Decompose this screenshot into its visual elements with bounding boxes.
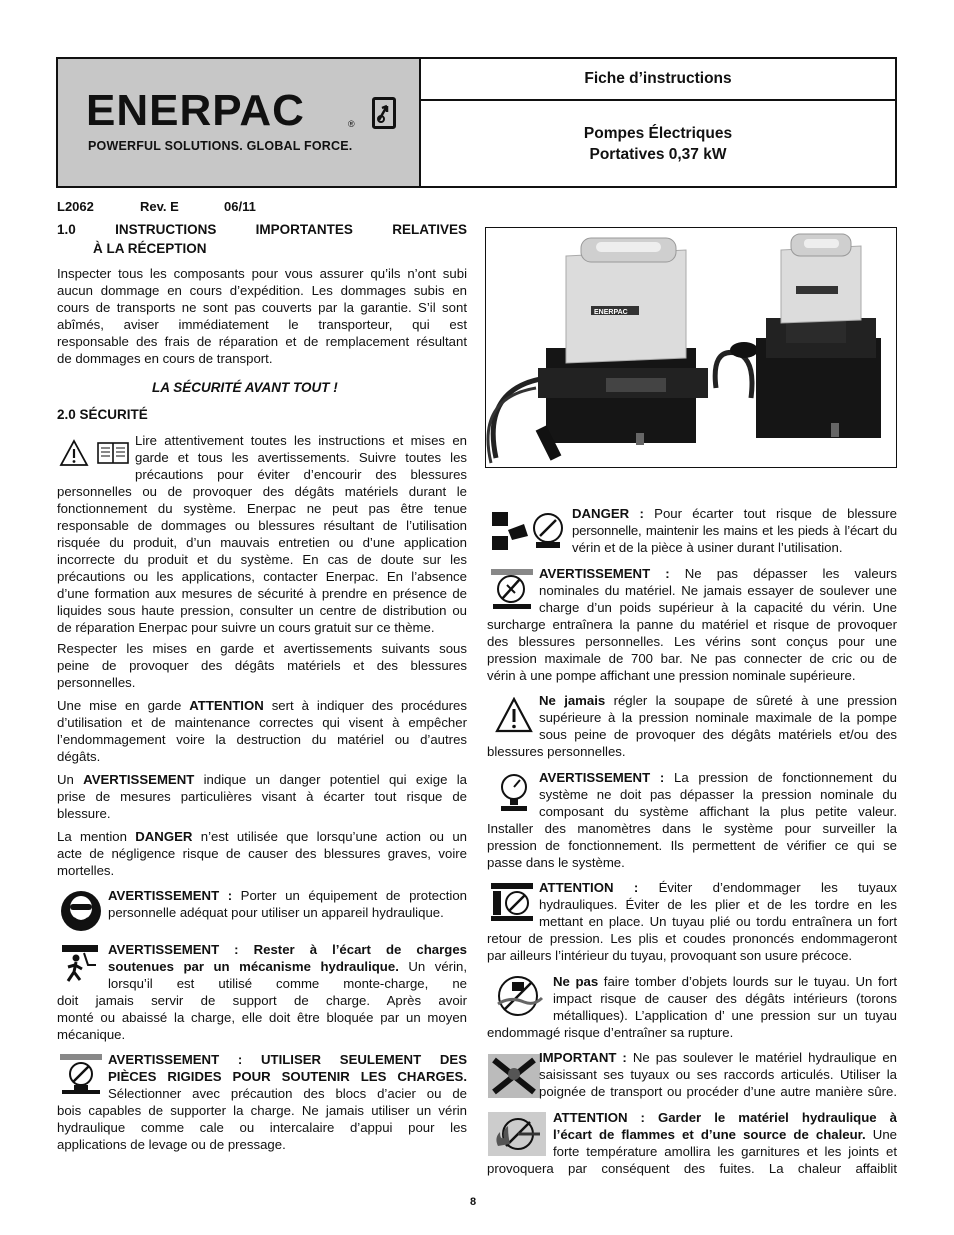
doc-revision: Rev. E <box>140 199 179 214</box>
text-line: blessures personnelles. <box>487 744 626 759</box>
text-line: forte température amollira les garnitures et les joints et <box>553 1144 897 1159</box>
text-line: l’endommagement voire la destruction du matériel ou d’autres <box>57 732 467 747</box>
text-line: système ne doit pas dépasser la pression nominale du <box>539 787 897 802</box>
product-title-line2: Portatives 0,37 kW <box>589 145 727 163</box>
rigid-warning <box>57 1051 467 1153</box>
capacity-warning <box>487 565 897 684</box>
text-line: doit jamais servir de support de charge. Après avoir <box>57 993 467 1008</box>
text-line: applications de levage ou de pressage. <box>57 1137 286 1152</box>
text-line: risquée du produit, d’un mauvais entretien ou d’une application <box>57 535 467 550</box>
text-line <box>57 771 467 788</box>
text-line: d’utilisation et de maintenance correctes qui visent à empêcher <box>57 715 467 730</box>
text-line: métalliques). L’application d’ une pression sur un tuyau <box>553 1008 897 1023</box>
text-line: Lire attentivement toutes les instructions et mises en <box>135 433 467 448</box>
text-line: prise de mesures particulières visant à écarter tout risque de <box>57 789 467 804</box>
text-line: bois capables de supporter la charge. Ne jamais utiliser un vérin <box>57 1103 467 1118</box>
section1-body <box>57 265 467 367</box>
text-line <box>539 692 897 709</box>
text-line: mortelles. <box>57 863 115 878</box>
warning-keyword: AVERTISSEMENT <box>83 772 195 787</box>
text-line: dégâts. <box>57 749 101 764</box>
text-line: surcharge entraînera la panne du matériel et risque de provoquer <box>487 617 897 632</box>
text-line: monté ou abaissé la charge, elle doit être bloquée par un moyen <box>57 1010 467 1025</box>
text-line: blessure. <box>57 806 111 821</box>
section1-title-line2: À LA RÉCEPTION <box>93 241 207 256</box>
text-line: hydrauliques. Éviter de les plier et de les tordre en les <box>539 897 897 912</box>
danger-keyword: DANGER <box>135 829 193 844</box>
text-span: Porter un équipement de protection <box>232 888 468 903</box>
text-line: abîmés, aviser immédiatement le transporteur, qui est <box>57 317 467 332</box>
doc-code: L2062 <box>57 199 94 214</box>
text-span: Éviter d’endommager les tuyaux <box>638 880 897 895</box>
loads-warning <box>57 941 467 1043</box>
text-line: personnelles ou de provoquer des dégâts matériels durant le <box>57 484 467 499</box>
text-line: composant du système affichant la plus petite valeur. <box>539 804 897 819</box>
drop-warning <box>487 973 897 1041</box>
bold-span: Ne pas <box>553 974 599 989</box>
text-line: des blessures personnelles. Les vérins sont conçus pour une <box>487 634 897 649</box>
section1-title-line1: 1.0 INSTRUCTIONS IMPORTANTES RELATIVES <box>57 222 467 237</box>
text-line: Installer des manomètres dans le système pour surveiller la <box>487 821 897 836</box>
no-lift-by-hose-icon <box>488 1054 540 1098</box>
text-span: indique un danger potentiel qui exige la <box>194 772 467 787</box>
text-line: AVERTISSEMENT : Rester à l’écart de charges <box>108 942 467 957</box>
text-line: impact risque de causer des dégâts intérieurs (torons <box>553 991 897 1006</box>
text-line: provoquera par conséquent des fuites. La chaleur affaiblit <box>487 1161 897 1176</box>
text-line: vérin à une pompe affichant une pression nominale supérieure. <box>487 668 856 683</box>
text-line <box>539 879 897 896</box>
page-number: 8 <box>470 1196 477 1208</box>
text-line: personnelle adéquat pour utiliser un appareil hydraulique. <box>108 905 444 920</box>
text-line: lorsqu’il est utilisé comme monte-charge, ne <box>108 976 467 991</box>
text-line: charge d’un poids supérieur à la capacité du vérin. Une <box>539 600 897 615</box>
warning-definition <box>57 771 467 822</box>
text-line: passe dans le système. <box>487 855 625 870</box>
text-line <box>108 887 467 904</box>
text-line: Respecter les mises en garde et avertissements suivants sous <box>57 641 467 656</box>
pumps-photo <box>485 227 897 468</box>
doc-date: 06/11 <box>224 199 256 214</box>
text-line: PIÈCES RIGIDES POUR SOUTENIR LES CHARGES. <box>108 1069 467 1084</box>
text-line: pression maximale de 700 bar. Ne pas connecter de cric ou de <box>487 651 897 666</box>
text-line: retour de pression. Les plis et coudes prononcés endommageront <box>487 931 897 946</box>
danger-definition <box>57 828 467 879</box>
text-line: sous peine de provoquer des dégâts matériels et/ou des <box>539 727 897 742</box>
hand-crush-danger-icon <box>490 510 566 552</box>
enerpac-emblem-icon <box>372 97 396 129</box>
text-span: Ne pas soulever le matériel hydraulique en <box>626 1050 897 1065</box>
text-line <box>57 828 467 845</box>
text-line: vérin et de la pièce à usiner durant l’utilisation. <box>572 540 843 555</box>
text-span: n’est utilisée que lorsqu’une action ou un <box>192 829 467 844</box>
section2-title: 2.0 SÉCURITÉ <box>57 407 148 422</box>
text-span: Une mise en garde <box>57 698 190 713</box>
text-line: responsable des frais de réparation et de remplacement résultant <box>57 334 467 349</box>
text-line: AVERTISSEMENT : UTILISER SEULEMENT DES <box>108 1052 467 1067</box>
text-line: acte de négligence risque de causer des blessures graves, voire <box>57 846 467 861</box>
safety-first-heading: LA SÉCURITÉ AVANT TOUT ! <box>152 380 338 395</box>
bold-span: l’écart de flammes et d’une source de chaleur. <box>553 1127 866 1142</box>
text-span: Un vérin, <box>398 959 467 974</box>
text-line: précautions ou les applications, contacter Enerpac. En l’absence <box>57 569 467 584</box>
text-line: incorrecte du produit et du système. En cas de doute sur les <box>57 552 467 567</box>
text-line: précautions pour éviter d’encourir des blessures <box>135 467 467 482</box>
logo-panel <box>58 59 421 186</box>
danger-label: DANGER : <box>572 506 644 521</box>
text-span: faire tomber d’objets lourds sur le tuyau. Un fort <box>598 974 898 989</box>
attention-definition <box>57 697 467 765</box>
text-line: responsable de dommages ou blessures résultant de l’utilisation <box>57 518 467 533</box>
text-line <box>539 1049 897 1066</box>
text-line <box>572 505 897 522</box>
text-line <box>553 973 897 990</box>
text-line: ATTENTION : Garder le matériel hydraulique à <box>553 1110 897 1125</box>
product-title <box>421 101 895 186</box>
text-line: liquides sous haute pression, consulter un centre de distribution ou <box>57 603 467 618</box>
warning-label: AVERTISSEMENT : <box>108 888 233 903</box>
ppe-warning <box>108 887 467 921</box>
text-line <box>553 1126 897 1143</box>
text-span: Pour écarter tout risque de blessure <box>643 506 897 521</box>
gauge-warning <box>487 769 897 871</box>
protective-gear-icon <box>59 890 103 932</box>
document-type: Fiche d’instructions <box>421 59 895 101</box>
text-line: garde et tous les avertissements. Suivre toutes les <box>135 450 467 465</box>
warning-label: AVERTISSEMENT : <box>539 566 670 581</box>
text-line: aucun dommage en cours d’expédition. Les dommages subis en <box>57 283 467 298</box>
hose-attention <box>487 879 897 964</box>
text-span: La pression de fonctionnement du <box>664 770 897 785</box>
text-line: personnelles. <box>57 675 136 690</box>
tagline: POWERFUL SOLUTIONS. GLOBAL FORCE. <box>88 139 353 153</box>
text-line: personnelle, maintenir les mains et les pieds à l’écart du <box>572 523 897 538</box>
text-line: d’une formation aux mesures de sécurité à prendre en présence de <box>57 586 467 601</box>
text-line: poignée de transport ou procéder d’une autre manière sûre. <box>539 1084 897 1099</box>
text-line: saisissant ses tuyaux ou ses raccords articulés. Utiliser la <box>539 1067 897 1082</box>
text-line: endommagé risque d’entraîner sa rupture. <box>487 1025 734 1040</box>
text-line: mettant en place. Un tuyau plié ou tordu entraînera un fort <box>539 914 897 929</box>
relief-valve-warning <box>487 692 897 760</box>
text-line: mécanique. <box>57 1027 126 1042</box>
text-span: Une <box>865 1127 897 1142</box>
text-span: Ne pas dépasser les valeurs <box>669 566 898 581</box>
bold-span: soutenues par un mécanisme hydraulique. <box>108 959 399 974</box>
enerpac-logo: ENERPAC <box>86 86 305 135</box>
text-line: hydraulique comme cale ou intercalaire d’appui pour les <box>57 1120 467 1135</box>
text-line: nominales du matériel. Ne jamais essayer de soulever une <box>539 583 897 598</box>
important-label: IMPORTANT : <box>539 1050 627 1065</box>
respect-paragraph <box>57 640 467 691</box>
text-line: fonctionnement du système. Enerpac ne peut pas être tenue <box>57 501 467 516</box>
warning-label: AVERTISSEMENT : <box>539 770 665 785</box>
text-line: pression de fonctionnement. Ils permettent de vérifier ce qui se <box>487 838 897 853</box>
text-line <box>539 769 897 786</box>
attention-keyword: ATTENTION <box>189 698 264 713</box>
text-span: régler la soupape de sûreté à une pression <box>605 693 897 708</box>
text-span: sert à indiquer des procédures <box>263 698 467 713</box>
text-line: par ailleurs l’intérieur du tuyau, provoquant son usure précoce. <box>487 948 853 963</box>
text-line: cours de transports ne sont pas couverts par la garantie. S’il sont <box>57 300 467 315</box>
product-title-line1: Pompes Électriques <box>583 124 733 142</box>
text-line: Inspecter tous les composants pour vous assurer qu’ils n’ont subi <box>57 266 467 281</box>
danger-notice <box>572 505 897 556</box>
text-line <box>57 697 467 714</box>
text-line: Sélectionner avec précaution des blocs d’acier ou de <box>108 1086 467 1101</box>
text-line <box>539 565 897 582</box>
lift-important <box>539 1049 897 1100</box>
heat-attention <box>487 1109 897 1177</box>
text-line: de réparation Enerpac pour suivre un cours gratuit sur ce thème. <box>57 620 435 635</box>
pump-brand-label: ENERPAC <box>594 309 628 316</box>
text-line: supérieure à la pression nominale maximale de la pompe <box>539 710 897 725</box>
text-span: Un <box>57 772 84 787</box>
attention-label: ATTENTION : <box>539 880 639 895</box>
text-span: La mention <box>57 829 136 844</box>
bold-span: Ne jamais <box>539 693 606 708</box>
document-header <box>56 57 897 188</box>
text-line: de dommages en cours de transport. <box>57 351 273 366</box>
text-line <box>108 958 467 975</box>
text-line: peine de provoquer des dégâts matériels et des blessures <box>57 658 467 673</box>
section2-intro <box>57 432 467 636</box>
registered-mark: ® <box>348 119 355 129</box>
